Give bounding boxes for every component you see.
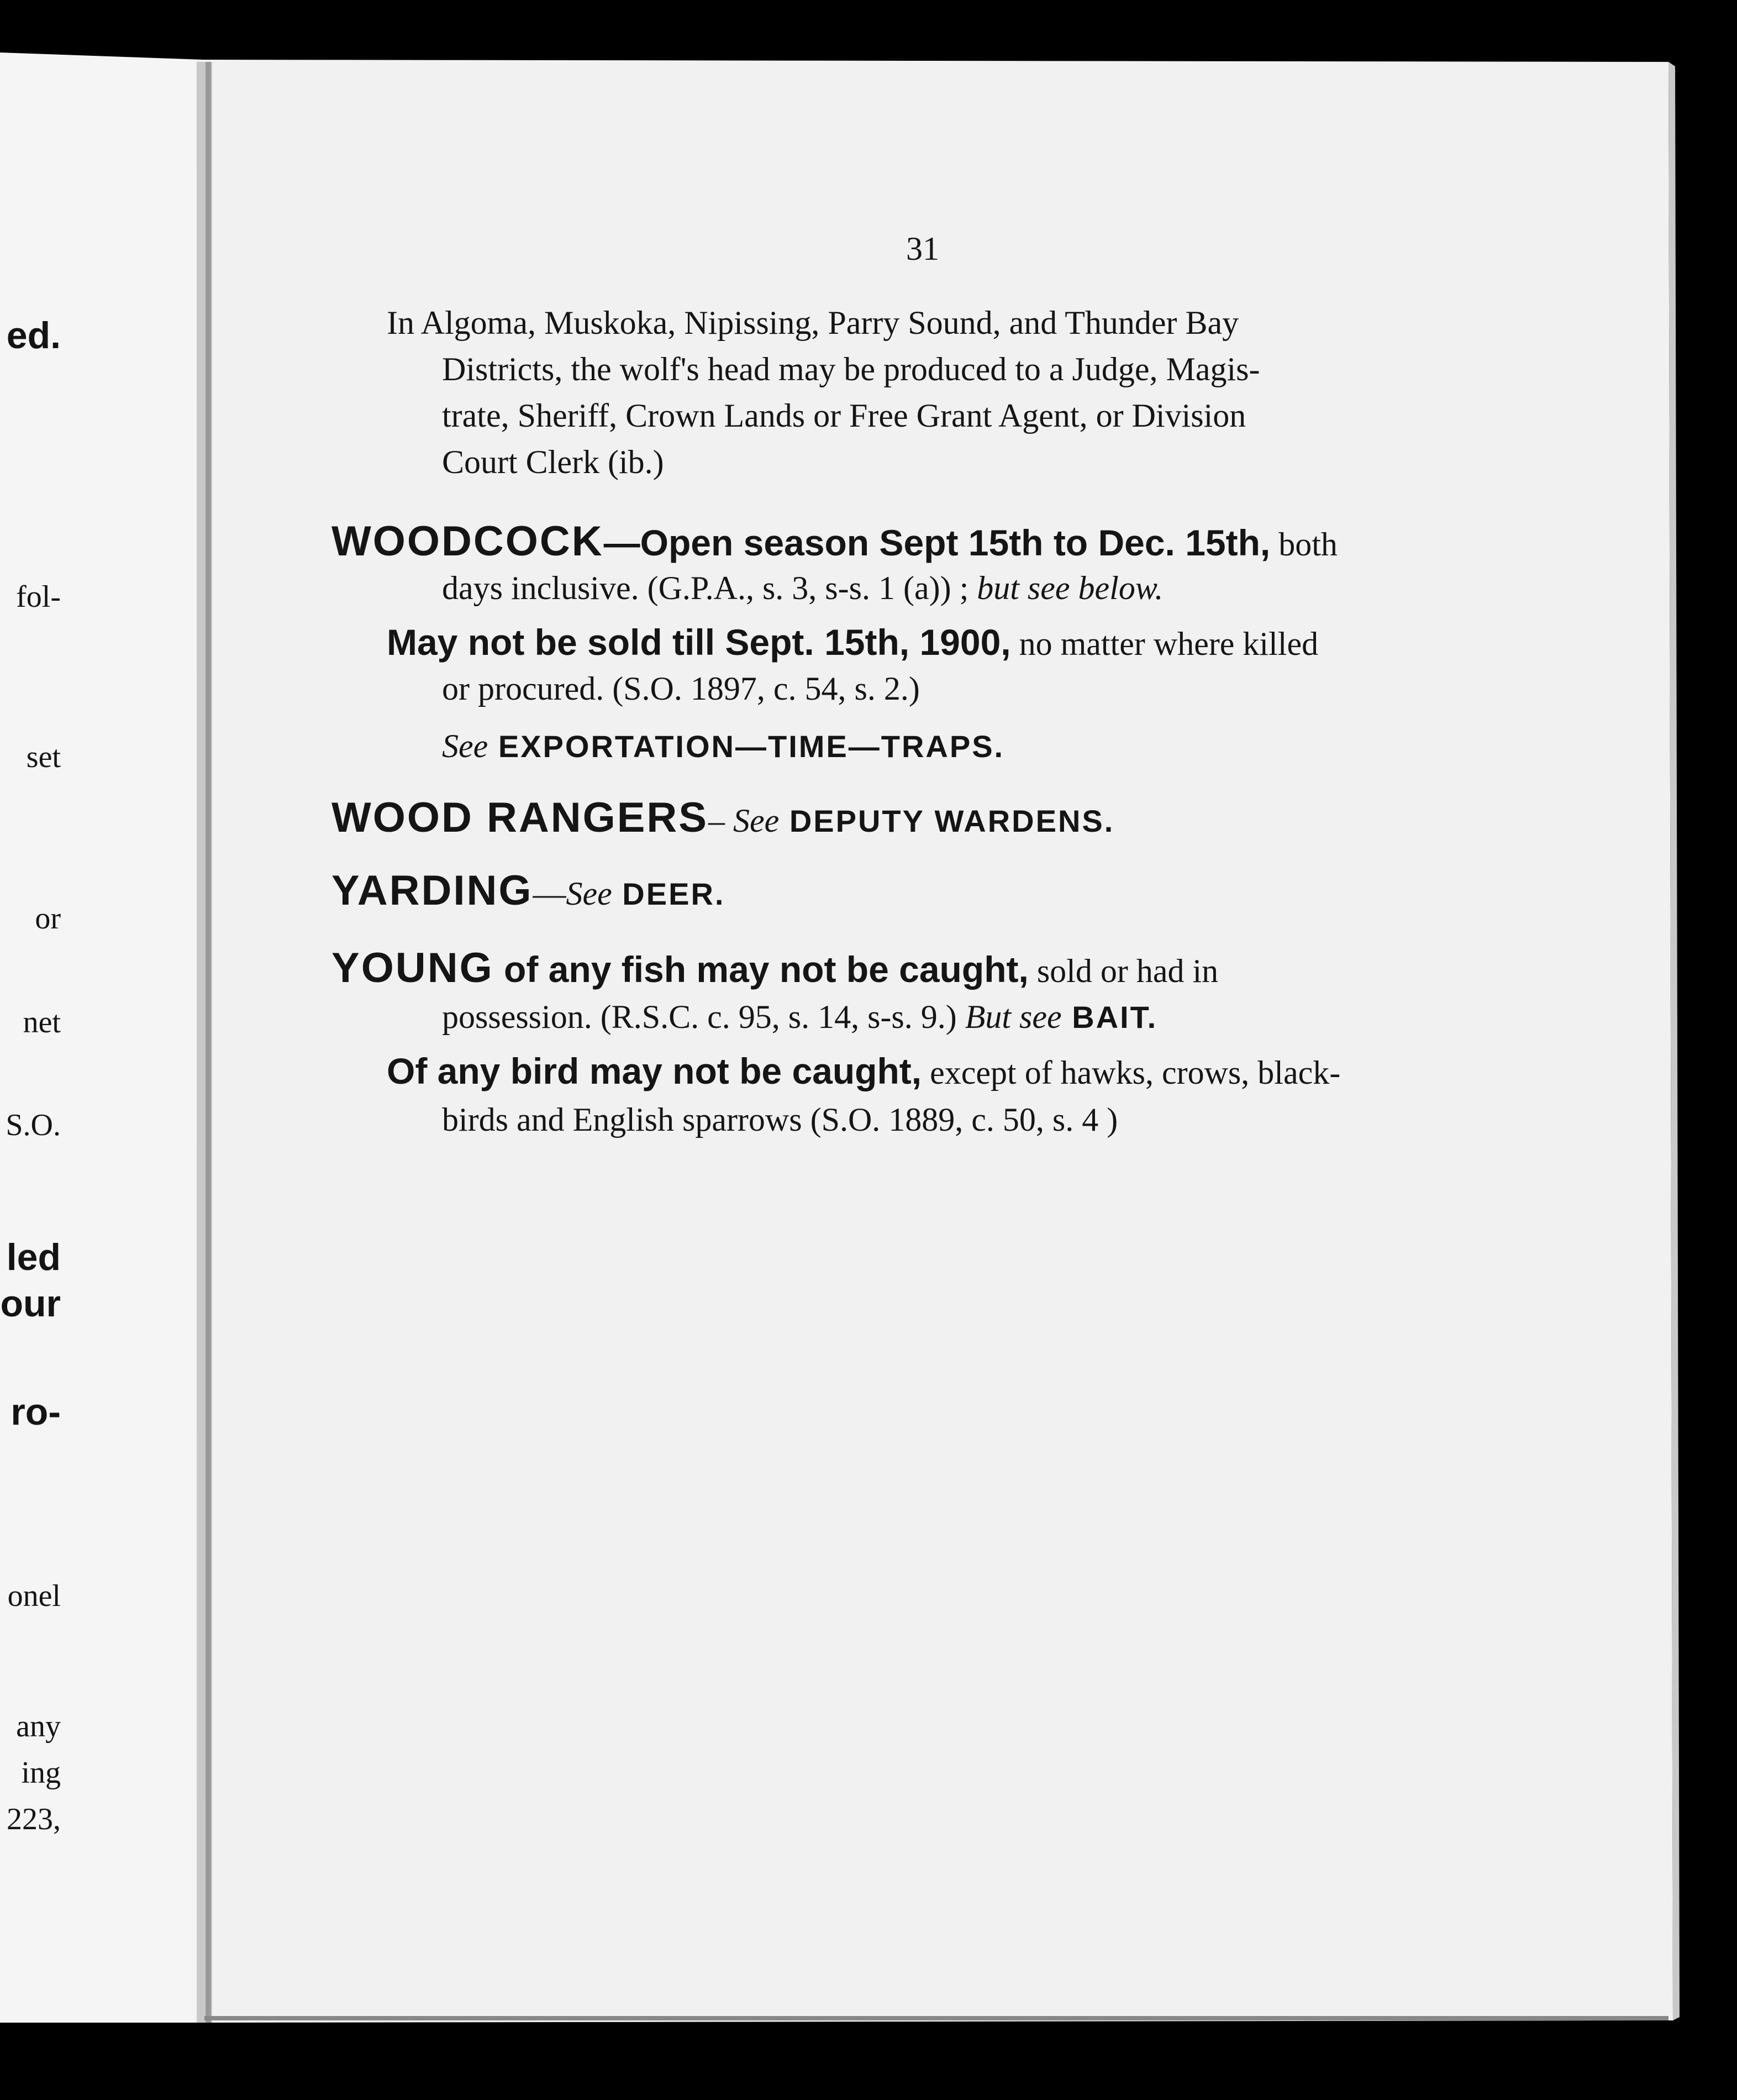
- woodcock-sale-line: [387, 621, 1318, 663]
- wolf-note-line: trate, Sheriff, Crown Lands or Free Grant Agent, or Division: [442, 397, 1246, 434]
- see-word: See: [442, 728, 488, 764]
- woodcock-season-tail: both: [1270, 526, 1338, 563]
- woodcock-season: Open season Sept 15th to Dec. 15th,: [640, 522, 1271, 563]
- woodcock-line-2: [442, 569, 1163, 607]
- facing-fragment: 223,: [7, 1802, 61, 1836]
- facing-fragment: onel: [7, 1579, 61, 1613]
- yarding-heading: YARDING: [331, 867, 533, 914]
- woodcock-see-target: EXPORTATION—TIME—TRAPS.: [488, 729, 1005, 764]
- young-rule: of any fish may not be caught,: [493, 949, 1029, 990]
- facing-fragment: set: [26, 740, 61, 774]
- young-bird-rule: Of any bird may not be caught,: [387, 1051, 922, 1091]
- facing-fragment: or: [35, 901, 61, 936]
- facing-fragment: led: [6, 1236, 61, 1278]
- entry-dash: –: [708, 802, 733, 839]
- yarding-entry: [331, 867, 725, 915]
- young-bird-tail: except of hawks, crows, black-: [922, 1054, 1341, 1091]
- young-line-2: [442, 998, 1157, 1036]
- see-word: See: [733, 802, 780, 839]
- wolf-note-line: Districts, the wolf's head may be produced to a Judge, Magis-: [442, 351, 1260, 387]
- yarding-see-target: DEER.: [612, 876, 725, 911]
- young-bird-line: [387, 1050, 1340, 1092]
- facing-fragment: ing: [21, 1756, 61, 1790]
- woodcock-sale-tail: no matter where killed: [1010, 626, 1319, 662]
- young-entry: [331, 944, 1218, 992]
- young-but-see: But see: [965, 999, 1062, 1035]
- woodcock-sale-rule: May not be sold till Sept. 15th, 1900,: [387, 622, 1011, 663]
- woodcock-see-line: [442, 727, 1004, 765]
- wolf-note-line: In Algoma, Muskoka, Nipissing, Parry Sound, and Thunder Bay: [387, 305, 1239, 341]
- wood-rangers-see-target: DEPUTY WARDENS.: [779, 804, 1115, 838]
- wood-rangers-heading: WOOD RANGERS: [331, 794, 708, 841]
- facing-fragment: our: [0, 1283, 61, 1325]
- wolf-note-line: Court Clerk (ib.): [442, 444, 664, 480]
- woodcock-entry: [331, 517, 1338, 565]
- facing-fragment: ed.: [6, 314, 61, 356]
- facing-fragment: net: [23, 1005, 61, 1040]
- page-number: 31: [906, 230, 939, 267]
- entry-dash: —: [603, 522, 640, 563]
- young-rule-tail: sold or had in: [1028, 953, 1219, 989]
- young-citation: possession. (R.S.C. c. 95, s. 14, s-s. 9.): [442, 999, 965, 1035]
- woodcock-sale-line-2: or procured. (S.O. 1897, c. 54, s. 2.): [442, 670, 920, 707]
- woodcock-heading: WOODCOCK: [331, 518, 604, 565]
- young-heading: YOUNG: [331, 944, 494, 991]
- woodcock-citation: days inclusive. (G.P.A., s. 3, s-s. 1 (a)) ;: [442, 570, 969, 606]
- young-bird-line-2: birds and English sparrows (S.O. 1889, c. 50, s. 4 ): [442, 1101, 1118, 1138]
- facing-fragment: any: [16, 1709, 61, 1744]
- facing-fragment: fol-: [16, 580, 61, 614]
- young-see-target: BAIT.: [1061, 1000, 1158, 1035]
- see-word: See: [566, 875, 612, 912]
- facing-fragment: S.O.: [6, 1108, 61, 1142]
- woodcock-see-below: but see below.: [968, 570, 1164, 606]
- entry-dash: —: [533, 875, 566, 912]
- wood-rangers-entry: [331, 794, 1114, 842]
- facing-fragment: ro-: [10, 1391, 61, 1433]
